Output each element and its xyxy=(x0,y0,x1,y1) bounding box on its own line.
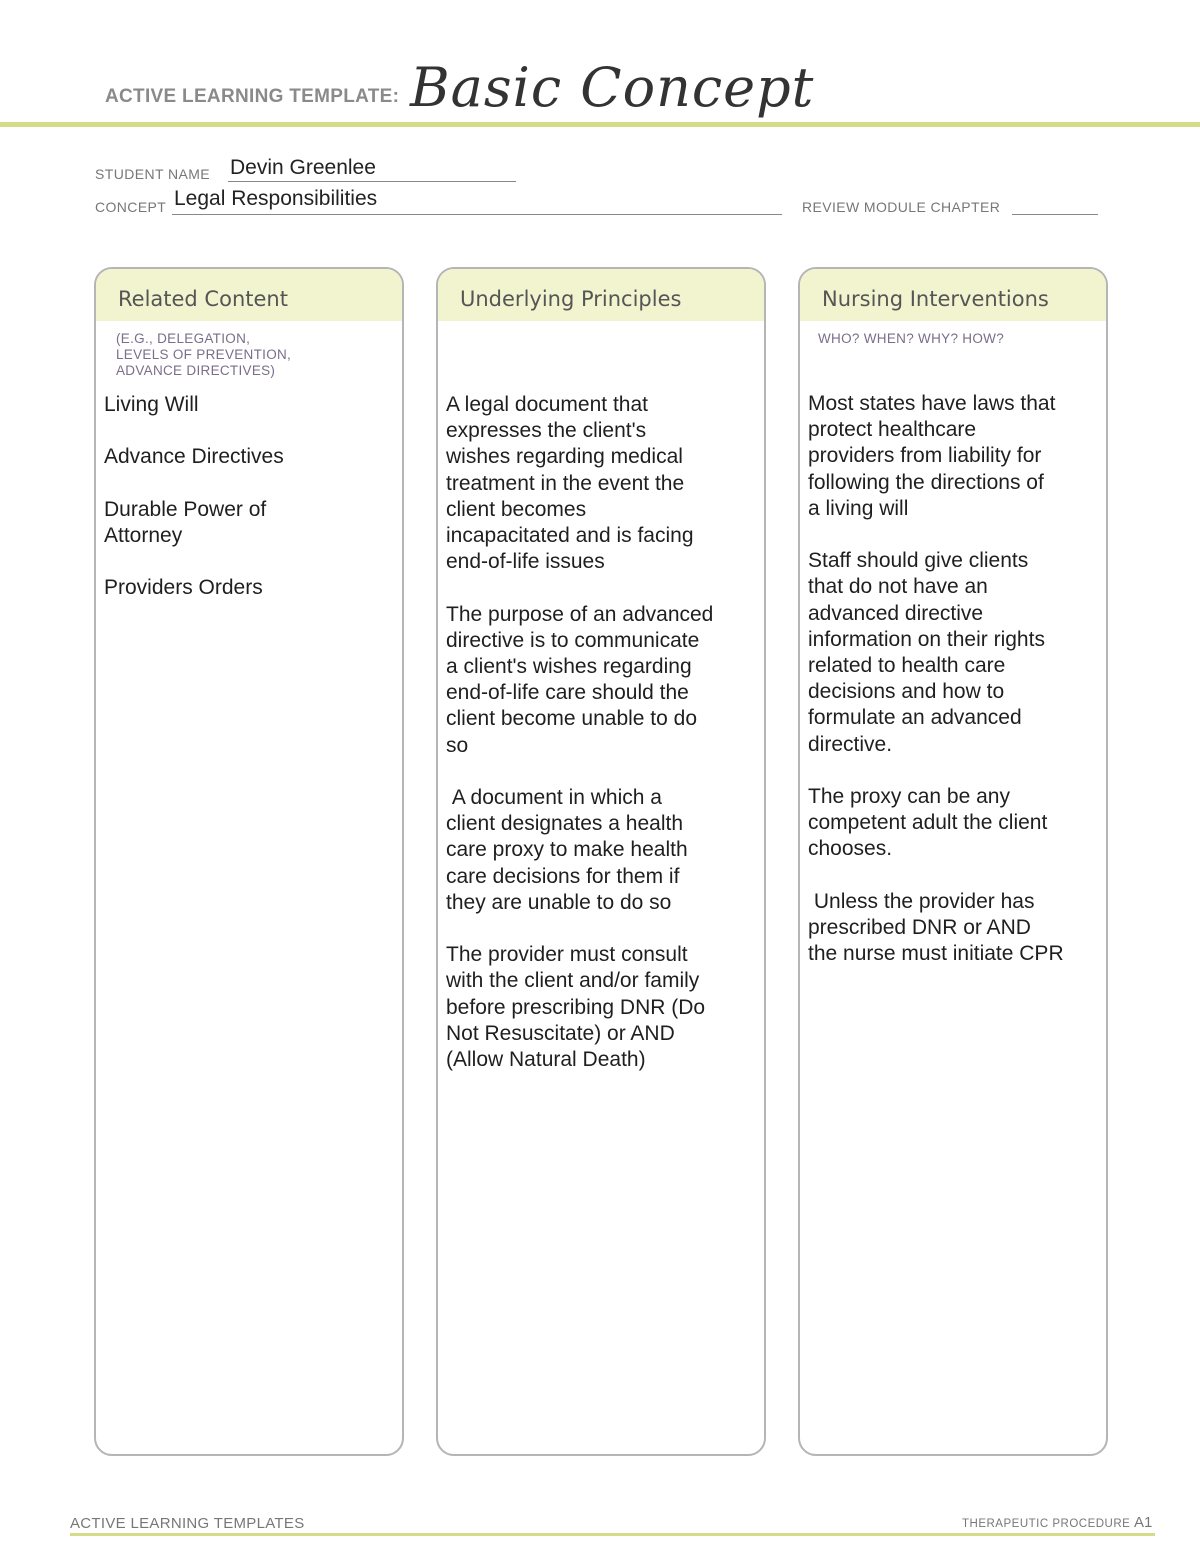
underlying-principles-title: Underlying Principles xyxy=(460,287,682,311)
nursing-interventions-subtitle: WHO? WHEN? WHY? HOW? xyxy=(818,331,1005,346)
related-content-box xyxy=(94,267,404,1456)
related-content-subtitle: (E.G., DELEGATION, LEVELS OF PREVENTION, ADVANCE DIRECTIVES) xyxy=(116,331,292,378)
review-module-label: REVIEW MODULE CHAPTER xyxy=(802,199,1001,215)
nursing-interventions-body[interactable]: Most states have laws that protect healthcare providers from liability for following the directions of a living will Staff should give clients that do not have an advanced directive information on their rights related to health care decisions and how to formulate an advanced directive. The proxy can be any competent adult the client chooses. Unless the provider has prescribed DNR or AND the nurse must initiate CPR xyxy=(808,392,1064,966)
template-title: Basic Concept xyxy=(410,56,815,119)
concept-field[interactable]: Legal Responsibilities xyxy=(174,187,378,210)
concept-label: CONCEPT xyxy=(95,199,167,215)
underlying-principles-box xyxy=(436,267,766,1456)
student-name-label: STUDENT NAME xyxy=(95,166,210,182)
footer-divider xyxy=(70,1533,1155,1536)
student-name-line xyxy=(228,181,516,182)
footer-procedure-label: THERAPEUTIC PROCEDURE xyxy=(962,1518,1131,1530)
nursing-interventions-title: Nursing Interventions xyxy=(822,287,1049,311)
related-content-body[interactable]: Living Will Advance Directives Durable Power of Attorney Providers Orders xyxy=(104,393,284,600)
concept-line xyxy=(172,214,782,215)
header-divider xyxy=(0,122,1200,127)
template-label: ACTIVE LEARNING TEMPLATE: xyxy=(105,86,400,107)
review-module-field[interactable] xyxy=(1012,214,1098,215)
footer-page-code: A1 xyxy=(1134,1514,1153,1531)
related-content-title: Related Content xyxy=(118,287,288,311)
footer-templates-label: ACTIVE LEARNING TEMPLATES xyxy=(70,1515,305,1532)
nursing-interventions-box xyxy=(798,267,1108,1456)
student-name-field[interactable]: Devin Greenlee xyxy=(230,156,376,179)
underlying-principles-body[interactable]: A legal document that expresses the client's wishes regarding medical treatment in the event the client becomes incapacitated and is facing end-of-life issues The purpose of an advanced directive is to communicate a client's wishes regarding end-of-life care should the client become unable to do so A document in which a client designates a health care proxy to make health care decisions for them if they are unable to do so The provider must consult with the client and/or family before prescribing DNR (Do Not Resuscitate) or AND (Allow Natural Death) xyxy=(446,393,714,1072)
